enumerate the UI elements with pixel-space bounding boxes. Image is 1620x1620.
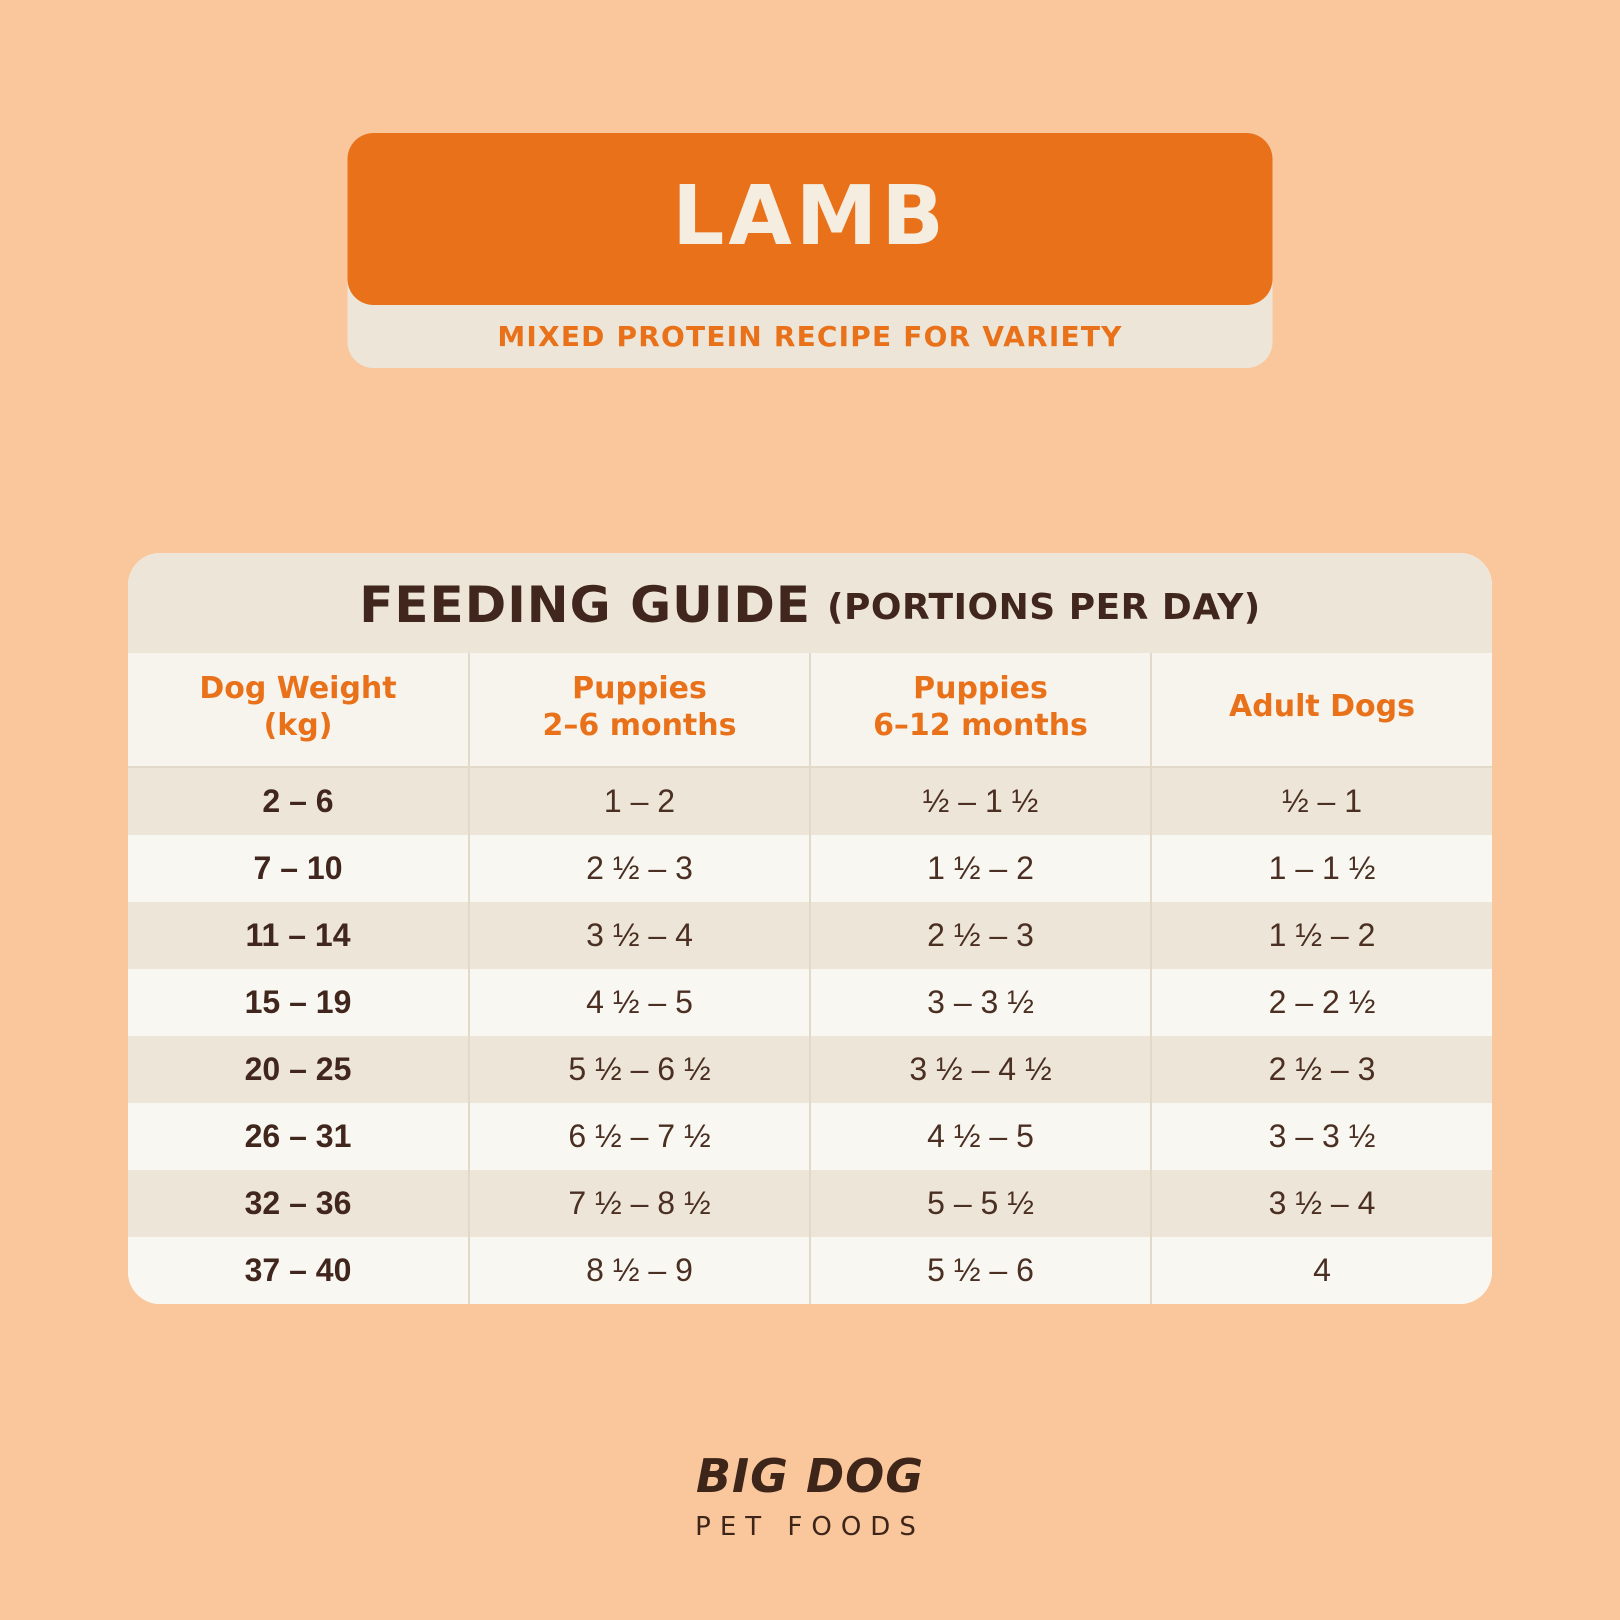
cell-puppies-6-12: 3 ½ – 4 ½ — [810, 1036, 1151, 1103]
card-title-main: FEEDING GUIDE — [359, 576, 812, 634]
cell-puppies-6-12: 5 – 5 ½ — [810, 1170, 1151, 1237]
cell-puppies-2-6: 2 ½ – 3 — [469, 835, 810, 902]
column-header-puppies-2-6 — [469, 653, 810, 767]
cell-weight: 7 – 10 — [128, 835, 469, 902]
column-header-line2: 6–12 months — [873, 707, 1088, 743]
table-header — [128, 653, 1492, 767]
header-title-badge — [348, 133, 1273, 305]
cell-adult: 3 – 3 ½ — [1151, 1103, 1492, 1170]
column-header-line1: Adult Dogs — [1229, 689, 1415, 725]
cell-puppies-6-12: ½ – 1 ½ — [810, 767, 1151, 835]
column-header-line1: Dog Weight — [199, 671, 397, 706]
table-row — [128, 835, 1492, 902]
feeding-table — [128, 653, 1492, 1304]
logo-secondary-text: PET FOODS — [695, 1512, 925, 1542]
table-row — [128, 767, 1492, 835]
logo-primary-text: BIG DOG — [696, 1449, 924, 1504]
page-title: LAMB — [672, 169, 948, 264]
cell-puppies-2-6: 1 – 2 — [469, 767, 810, 835]
cell-weight: 2 – 6 — [128, 767, 469, 835]
cell-puppies-2-6: 4 ½ – 5 — [469, 969, 810, 1036]
cell-adult: 1 ½ – 2 — [1151, 902, 1492, 969]
column-header-line2: (kg) — [263, 707, 333, 743]
column-header-dog-weight — [128, 653, 469, 767]
table-row — [128, 969, 1492, 1036]
table-row — [128, 902, 1492, 969]
cell-weight: 15 – 19 — [128, 969, 469, 1036]
cell-weight: 26 – 31 — [128, 1103, 469, 1170]
cell-weight: 37 – 40 — [128, 1237, 469, 1304]
table-body — [128, 767, 1492, 1304]
cell-adult: 4 — [1151, 1237, 1492, 1304]
cell-weight: 11 – 14 — [128, 902, 469, 969]
cell-puppies-2-6: 8 ½ – 9 — [469, 1237, 810, 1304]
column-header-line1: Puppies — [913, 671, 1048, 706]
product-header — [348, 133, 1273, 353]
cell-puppies-2-6: 7 ½ – 8 ½ — [469, 1170, 810, 1237]
feeding-guide-card — [128, 553, 1492, 1304]
column-header-adult-dogs — [1151, 653, 1492, 767]
brand-logo — [0, 1451, 1620, 1542]
table-row — [128, 1036, 1492, 1103]
cell-adult: 1 – 1 ½ — [1151, 835, 1492, 902]
cell-adult: 3 ½ – 4 — [1151, 1170, 1492, 1237]
cell-puppies-2-6: 3 ½ – 4 — [469, 902, 810, 969]
table-row — [128, 1237, 1492, 1304]
table-row — [128, 1103, 1492, 1170]
cell-puppies-6-12: 1 ½ – 2 — [810, 835, 1151, 902]
cell-puppies-6-12: 2 ½ – 3 — [810, 902, 1151, 969]
table-row — [128, 1170, 1492, 1237]
cell-weight: 32 – 36 — [128, 1170, 469, 1237]
cell-adult: 2 – 2 ½ — [1151, 969, 1492, 1036]
table-header-row — [128, 653, 1492, 767]
cell-puppies-2-6: 5 ½ – 6 ½ — [469, 1036, 810, 1103]
cell-weight: 20 – 25 — [128, 1036, 469, 1103]
cell-puppies-6-12: 4 ½ – 5 — [810, 1103, 1151, 1170]
cell-puppies-6-12: 3 – 3 ½ — [810, 969, 1151, 1036]
column-header-line2: 2–6 months — [542, 707, 737, 743]
header-subtitle — [348, 305, 1273, 368]
card-title-sub: (PORTIONS PER DAY) — [827, 586, 1261, 628]
cell-adult: 2 ½ – 3 — [1151, 1036, 1492, 1103]
card-title — [128, 553, 1492, 653]
cell-puppies-6-12: 5 ½ – 6 — [810, 1237, 1151, 1304]
column-header-puppies-6-12 — [810, 653, 1151, 767]
cell-puppies-2-6: 6 ½ – 7 ½ — [469, 1103, 810, 1170]
cell-adult: ½ – 1 — [1151, 767, 1492, 835]
header-subtitle-text: MIXED PROTEIN RECIPE FOR VARIETY — [497, 320, 1123, 353]
column-header-line1: Puppies — [572, 671, 707, 706]
